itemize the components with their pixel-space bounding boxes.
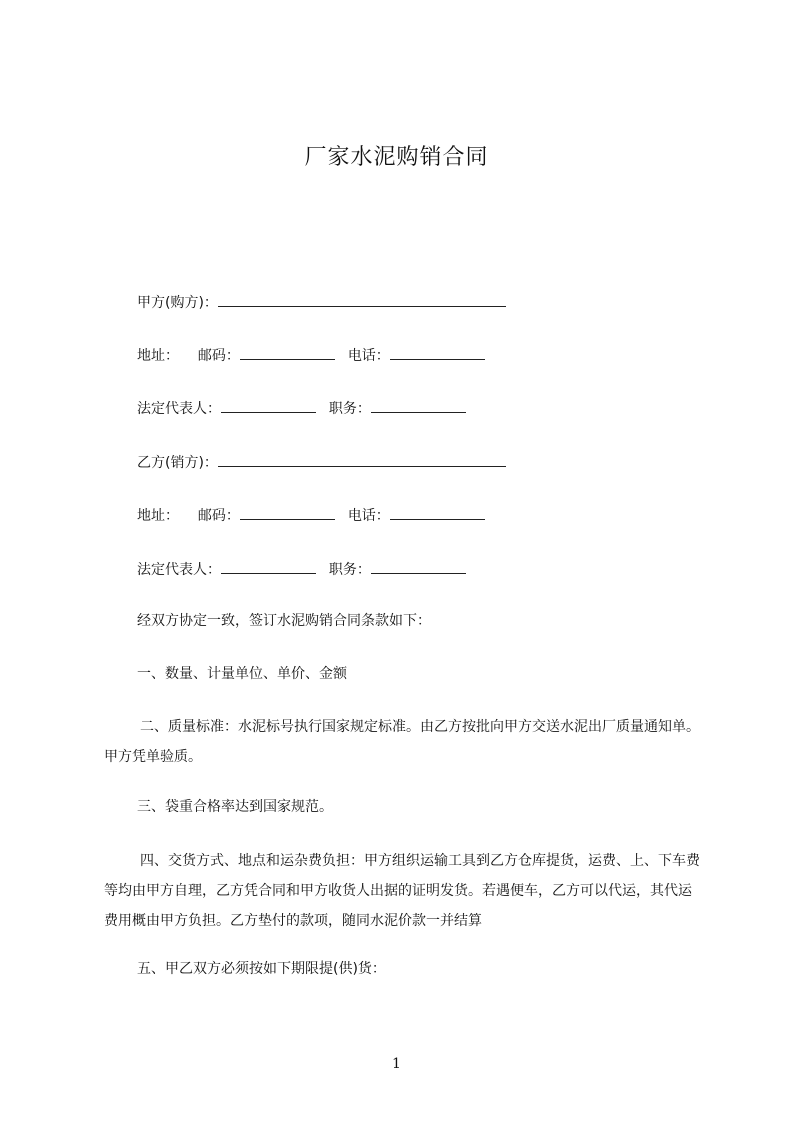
party-b-address-label: 地址： (137, 508, 179, 524)
party-a-phone-blank[interactable] (390, 345, 485, 360)
party-a-line (137, 292, 506, 312)
clause-2: 二、质量标准：水泥标号执行国家规定标准。由乙方按批向甲方交送水泥出厂质量通知单。甲方凭单验质。 (104, 719, 700, 765)
party-a-contact-line (137, 345, 485, 365)
clause-1: 一、数量、计量单位、单价、金额 (137, 666, 347, 682)
party-a-blank[interactable] (218, 292, 506, 307)
party-b-postcode-label: 邮码： (197, 508, 240, 524)
intro-text: 经双方协定一致，签订水泥购销合同条款如下： (137, 613, 431, 629)
party-a-position-label: 职务： (328, 401, 371, 417)
party-b-rep-line (137, 559, 466, 579)
party-a-label: 甲方(购方)： (137, 295, 218, 311)
clause-4: 四、交货方式、地点和运杂费负担：甲方组织运输工具到乙方仓库提货，运费、上、下车费等均由甲方自理，乙方凭合同和甲方收货人出据的证明发货。若遇便车，乙方可以代运，其代运费用概由甲方负担。乙方垫付的款项，随同水泥价款一并结算 (104, 853, 700, 929)
party-b-label: 乙方(销方)： (137, 455, 218, 471)
party-b-blank[interactable] (218, 452, 506, 467)
party-a-postcode-blank[interactable] (240, 345, 335, 360)
page-number: 1 (392, 1056, 401, 1072)
clause-3: 三、袋重合格率达到国家规范。 (137, 799, 333, 815)
party-a-position-blank[interactable] (371, 398, 466, 413)
party-b-legal-rep-label: 法定代表人： (137, 562, 221, 578)
party-a-postcode-label: 邮码： (197, 348, 240, 364)
party-b-position-label: 职务： (328, 562, 371, 578)
party-b-position-blank[interactable] (371, 559, 466, 574)
party-b-legal-rep-blank[interactable] (221, 559, 316, 574)
clause-5: 五、甲乙双方必须按如下期限提(供)货： (137, 961, 386, 977)
party-b-contact-line (137, 505, 485, 525)
party-b-phone-label: 电话： (347, 508, 390, 524)
document-title: 厂家水泥购销合同 (304, 145, 489, 170)
party-a-legal-rep-blank[interactable] (221, 398, 316, 413)
party-b-phone-blank[interactable] (390, 505, 485, 520)
party-a-address-label: 地址： (137, 348, 179, 364)
party-a-rep-line (137, 398, 466, 418)
party-b-postcode-blank[interactable] (240, 505, 335, 520)
party-a-legal-rep-label: 法定代表人： (137, 401, 221, 417)
party-a-phone-label: 电话： (347, 348, 390, 364)
party-b-line (137, 452, 506, 472)
